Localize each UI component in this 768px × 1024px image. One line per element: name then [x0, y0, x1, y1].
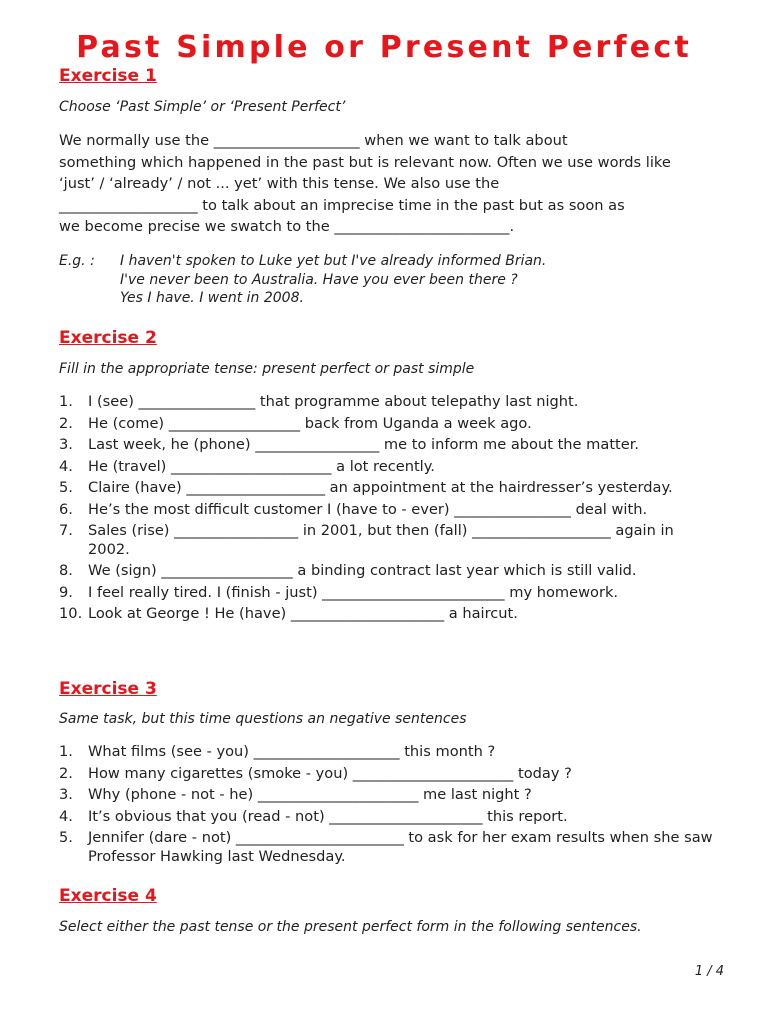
item-number: 3.	[59, 436, 73, 453]
list-item	[59, 393, 719, 412]
page-title: Past Simple or Present Perfect	[76, 30, 692, 65]
list-item	[59, 743, 719, 762]
list-item	[59, 786, 719, 805]
exercise-3-list	[59, 743, 719, 869]
item-number: 1.	[59, 393, 73, 410]
paragraph-line: ‘just’ / ‘already’ / not ... yet’ with this tense. We also use the	[59, 175, 500, 192]
list-item	[59, 562, 719, 581]
page-number: 1 / 4	[694, 964, 724, 979]
item-number: 4.	[59, 457, 73, 475]
item-number: 2.	[59, 764, 73, 782]
exercise-1-heading: Exercise 1	[59, 66, 157, 86]
item-text: Jennifer (dare - not) _______________________ to ask for her exam results when she saw Professor Hawking last Wednesday.	[88, 829, 713, 865]
item-text: We (sign) __________________ a binding contract last year which is still valid.	[88, 562, 637, 579]
item-text: How many cigarettes (smoke - you) ______________________ today ?	[88, 764, 572, 782]
exercise-3-instruction: Same task, but this time questions an negative sentences	[59, 711, 467, 727]
example-line: Yes I have. I went in 2008.	[120, 290, 304, 306]
item-text: Last week, he (phone) _________________ me to inform me about the matter.	[88, 436, 640, 453]
list-item	[59, 605, 719, 624]
list-item	[59, 829, 719, 866]
example-line: I haven't spoken to Luke yet but I've already informed Brian.	[120, 253, 547, 269]
item-text: Sales (rise) _________________ in 2001, but then (fall) ___________________ again in 2002.	[88, 522, 674, 558]
item-number: 6.	[59, 500, 73, 518]
item-text: He’s the most difficult customer I (have to - ever) ________________ deal with.	[88, 500, 648, 518]
exercise-3-heading: Exercise 3	[59, 679, 157, 699]
item-number: 5.	[59, 829, 73, 846]
item-number: 5.	[59, 479, 73, 496]
list-item	[59, 522, 719, 559]
item-text: He (come) __________________ back from Uganda a week ago.	[88, 414, 532, 432]
example-label: E.g. :	[59, 253, 95, 269]
item-number: 4.	[59, 807, 73, 825]
exercise-2-heading: Exercise 2	[59, 328, 157, 348]
item-number: 10.	[59, 605, 83, 622]
exercise-2-instruction: Fill in the appropriate tense: present perfect or past simple	[59, 361, 475, 377]
list-item	[59, 501, 719, 520]
list-item	[59, 458, 719, 477]
example-line: I've never been to Australia. Have you ever been there ?	[120, 271, 518, 288]
item-number: 7.	[59, 522, 73, 539]
paragraph-line: something which happened in the past but is relevant now. Often we use words like	[59, 153, 671, 171]
exercise-4-instruction: Select either the past tense or the present perfect form in the following sentences.	[59, 919, 642, 935]
list-item	[59, 415, 719, 434]
exercise-1-paragraph	[59, 130, 719, 238]
item-number: 1.	[59, 743, 73, 760]
item-number: 3.	[59, 786, 73, 803]
exercise-1-instruction: Choose ‘Past Simple’ or ‘Present Perfect’	[59, 99, 346, 115]
item-number: 9.	[59, 583, 73, 601]
item-number: 2.	[59, 414, 73, 432]
list-item	[59, 808, 719, 827]
item-text: I (see) ________________ that programme about telepathy last night.	[88, 393, 579, 410]
exercise-2-list	[59, 393, 719, 627]
paragraph-line: We normally use the ____________________ when we want to talk about	[59, 132, 568, 149]
list-item	[59, 479, 719, 498]
paragraph-line: ___________________ to talk about an imprecise time in the past but as soon as	[59, 196, 625, 214]
list-item	[59, 765, 719, 784]
item-text: Look at George ! He (have) _____________________ a haircut.	[88, 605, 518, 622]
item-number: 8.	[59, 562, 73, 579]
exercise-4-heading: Exercise 4	[59, 886, 157, 906]
item-text: It’s obvious that you (read - not) _____________________ this report.	[88, 807, 568, 825]
list-item	[59, 584, 719, 603]
list-item	[59, 436, 719, 455]
item-text: He (travel) ______________________ a lot recently.	[88, 457, 435, 475]
item-text: Claire (have) ___________________ an appointment at the hairdresser’s yesterday.	[88, 479, 673, 496]
item-text: Why (phone - not - he) ______________________ me last night ?	[88, 786, 532, 803]
paragraph-line: we become precise we swatch to the ________________________.	[59, 218, 515, 235]
item-text: What films (see - you) ____________________ this month ?	[88, 743, 496, 760]
item-text: I feel really tired. I (finish - just) _________________________ my homework.	[88, 583, 619, 601]
